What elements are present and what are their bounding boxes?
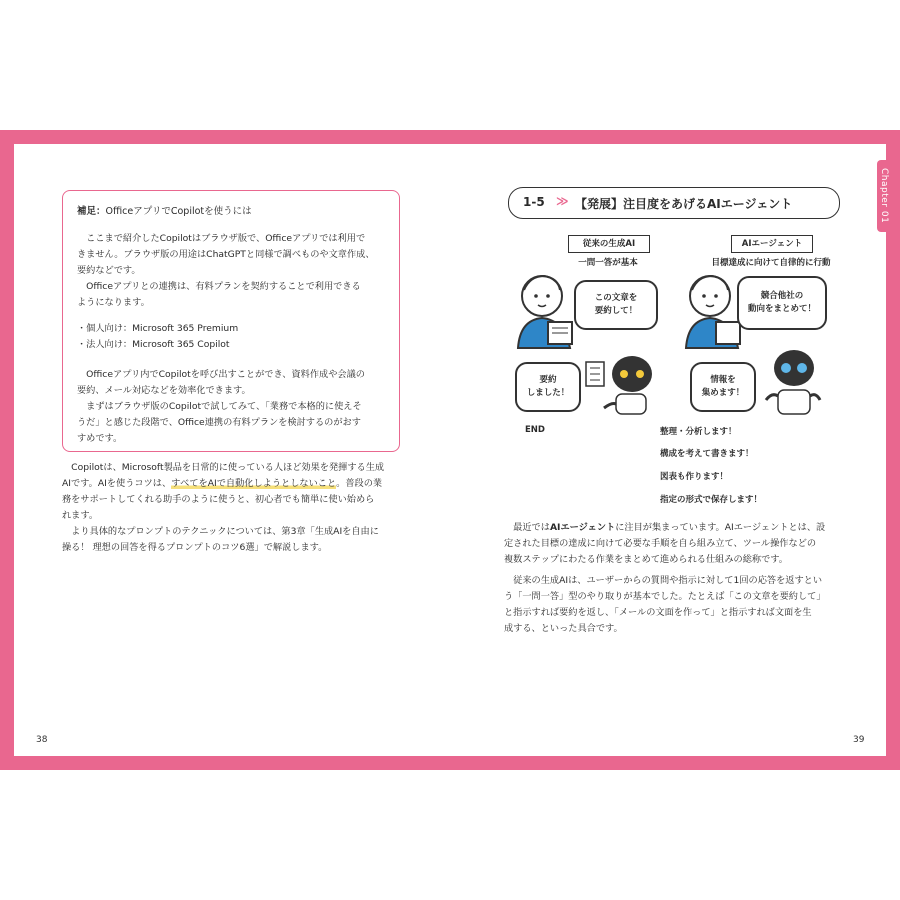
bubble-line: しました！ <box>526 388 570 398</box>
ai-agent-label: AIエージェント <box>731 235 813 253</box>
note-line: きません。ブラウザ版の用途はChatGPTと同様で調べものや文章作成、 <box>77 249 375 260</box>
body-line: より具体的なプロンプトのテクニックについては、第3章「生成AIを自由に <box>62 526 379 537</box>
bubble-line: 競合他社の <box>760 291 804 301</box>
section-title: 【発展】注目度をあげるAIエージェント <box>575 197 793 211</box>
agent-action-item: 整理・分析します！ <box>660 427 737 437</box>
body-line <box>504 520 825 536</box>
robot-icon <box>582 352 662 422</box>
traditional-ai-subtitle: 一問一答が基本 <box>578 258 638 268</box>
body-line: と指示すれば要約を返し、「メールの文面を作って」と指示すれば文面を生 <box>504 607 812 618</box>
chevron-icon: ≫ <box>556 194 569 208</box>
agent-action-item: 図表も作ります！ <box>660 472 729 482</box>
bubble-line: 要約して！ <box>594 306 638 316</box>
note-line: ここまで紹介したCopilotはブラウザ版で、Officeアプリでは利用で <box>77 233 366 244</box>
body-line: 定された目標の達成に向けて必要な手順を自ら組み立て、ツール操作などの <box>504 538 817 549</box>
chapter-tab-label: Chapter 01 <box>879 168 889 224</box>
note-line: 要約などです。 <box>77 265 141 276</box>
bubble-line: この文章を <box>594 293 638 303</box>
body-line-text: 最近では <box>504 522 550 533</box>
note-title-bold: 補足： <box>77 206 106 217</box>
note-title <box>77 203 252 217</box>
note-line: まずはブラウザ版のCopilotで試してみて、「業務で本格的に使えそ <box>77 401 362 412</box>
note-title-rest: OfficeアプリでCopilotを使うには <box>105 206 252 217</box>
page-number-right: 39 <box>853 735 865 745</box>
bubble-line: 動向をまとめて！ <box>747 304 816 314</box>
note-line: うだ」と感じた段階で、Office連携の有料プランを検討するのがおす <box>77 417 361 428</box>
body-line: う「一問一答」型のやり取りが基本でした。たとえば「この文章を要約して」 <box>504 591 826 602</box>
bold-term: AIエージェント <box>549 522 616 533</box>
note-line: ・法人向け：Microsoft 365 Copilot <box>77 339 230 350</box>
agent-action-item: 指定の形式で保存します！ <box>660 495 763 505</box>
body-line: 成する、といった具合です。 <box>504 623 623 634</box>
body-line <box>62 476 382 492</box>
ai-response-bubble <box>690 362 756 412</box>
note-line: 要約、メール対応などを効率化できます。 <box>77 385 251 396</box>
section-heading <box>508 187 840 219</box>
robot-icon <box>758 344 828 424</box>
body-line: Copilotは、Microsoft製品を日常的に使っている人ほど効果を発揮する生成 <box>62 462 385 473</box>
body-line-text: 。普段の業 <box>336 478 383 489</box>
note-line: ようになります。 <box>77 297 150 308</box>
note-line: すめです。 <box>77 433 123 444</box>
bubble-line: 情報を <box>710 375 736 385</box>
bubble-line: 集めます！ <box>701 388 745 398</box>
note-line: Officeアプリとの連携は、有料プランを契約することで利用できる <box>77 281 361 292</box>
ai-agent-subtitle: 目標達成に向けて自律的に行動 <box>711 258 831 268</box>
body-line-text: AIです。AIを使うコツは、 <box>62 478 172 489</box>
end-label: END <box>525 425 545 435</box>
body-line: 操る！ 理想の回答を得るプロンプトのコツ6選」で解説します。 <box>62 542 328 553</box>
user-request-bubble <box>737 276 827 330</box>
user-request-bubble <box>574 280 658 330</box>
note-line: Officeアプリ内でCopilotを呼び出すことができ、資料作成や会議の <box>77 369 365 380</box>
note-line: ・個人向け：Microsoft 365 Premium <box>77 323 239 334</box>
traditional-ai-label: 従来の生成AI <box>568 235 650 253</box>
bubble-line: 要約 <box>539 375 557 385</box>
ai-response-bubble <box>515 362 581 412</box>
body-line-text: に注目が集まっています。AIエージェントとは、設 <box>615 522 826 533</box>
supplement-note-box <box>62 190 400 452</box>
section-number: 1-5 <box>523 195 545 209</box>
body-line: れます。 <box>62 510 99 521</box>
body-line: 従来の生成AIは、ユーザーからの質問や指示に対して1回の応答を返すとい <box>504 575 823 586</box>
body-line: 複数ステップにわたる作業をまとめて進められる仕組みの総称です。 <box>504 554 788 565</box>
chapter-tab <box>877 160 891 232</box>
page-number-left: 38 <box>36 735 48 745</box>
agent-action-item: 構成を考えて書きます！ <box>660 449 754 459</box>
highlighted-text: すべてをAIで自動化しようとしないこと <box>171 478 337 489</box>
body-line: 務をサポートしてくれる助手のように使うと、初心者でも簡単に使い始めら <box>62 494 375 505</box>
user-person-icon <box>512 270 582 350</box>
